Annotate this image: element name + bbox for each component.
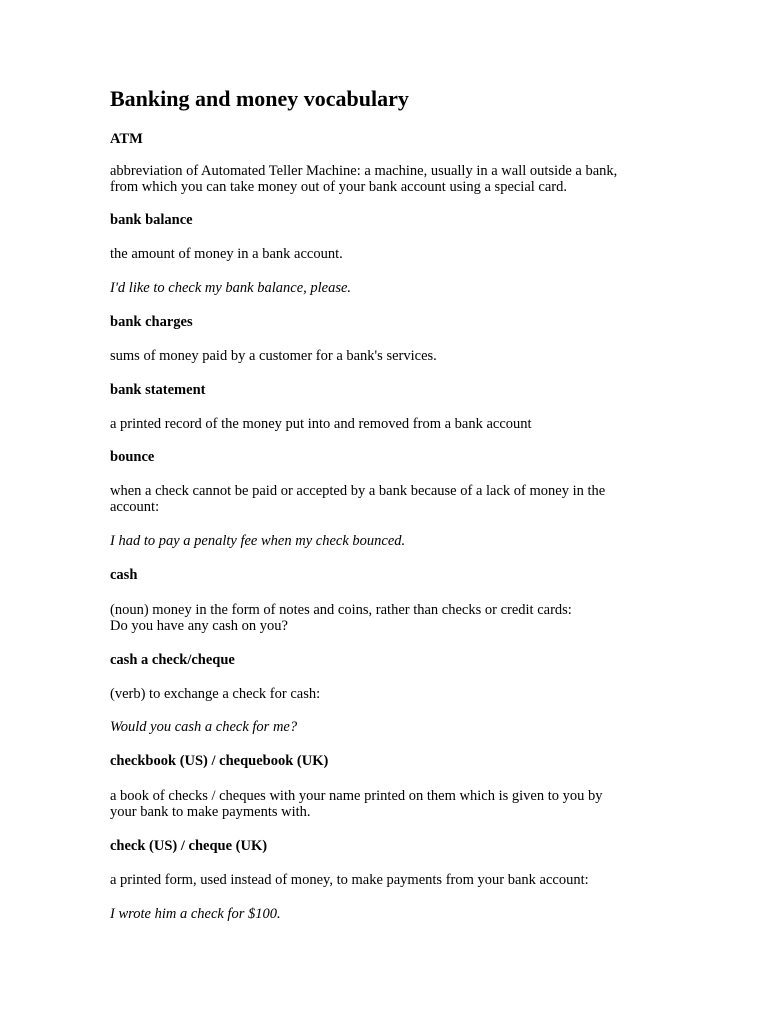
definition-line: abbreviation of Automated Teller Machine: a machine, usually in a wall outside a bank, (110, 163, 618, 179)
definition-line: account: (110, 499, 160, 515)
example-cash-a-check: Would you cash a check for me? (110, 719, 298, 735)
term-bank-balance: bank balance (110, 212, 193, 228)
example-bounce: I had to pay a penalty fee when my check bounced. (110, 533, 406, 549)
definition-checkbook (110, 788, 670, 820)
term-bank-charges: bank charges (110, 314, 193, 330)
definition-line: from which you can take money out of your bank account using a special card. (110, 179, 568, 195)
definition-bank-charges (110, 348, 670, 364)
definition-cash-a-check (110, 686, 670, 702)
definition-line: the amount of money in a bank account. (110, 246, 343, 262)
term-atm: ATM (110, 131, 143, 147)
example-bank-balance: I'd like to check my bank balance, please. (110, 280, 352, 296)
page-title: Banking and money vocabulary (110, 86, 409, 111)
term-bounce: bounce (110, 449, 155, 465)
definition-cash (110, 602, 670, 634)
definition-bank-balance (110, 246, 670, 262)
term-cash: cash (110, 567, 138, 583)
definition-line: a book of checks / cheques with your name printed on them which is given to you by (110, 788, 603, 804)
definition-bounce (110, 483, 670, 515)
term-cash-a-check: cash a check/cheque (110, 652, 235, 668)
definition-bank-statement (110, 416, 670, 432)
term-check: check (US) / cheque (UK) (110, 838, 268, 854)
definition-line: sums of money paid by a customer for a bank's services. (110, 348, 437, 364)
definition-line: your bank to make payments with. (110, 804, 311, 820)
definition-line: a printed form, used instead of money, to make payments from your bank account: (110, 872, 589, 888)
definition-line: when a check cannot be paid or accepted by a bank because of a lack of money in the (110, 483, 606, 499)
definition-line: (verb) to exchange a check for cash: (110, 686, 321, 702)
definition-atm (110, 163, 670, 195)
definition-line: Do you have any cash on you? (110, 618, 288, 634)
term-checkbook: checkbook (US) / chequebook (UK) (110, 753, 329, 769)
example-check: I wrote him a check for $100. (110, 906, 281, 922)
definition-line: a printed record of the money put into and removed from a bank account (110, 416, 532, 432)
definition-check (110, 872, 670, 888)
term-bank-statement: bank statement (110, 382, 206, 398)
definition-line: (noun) money in the form of notes and coins, rather than checks or credit cards: (110, 602, 572, 618)
